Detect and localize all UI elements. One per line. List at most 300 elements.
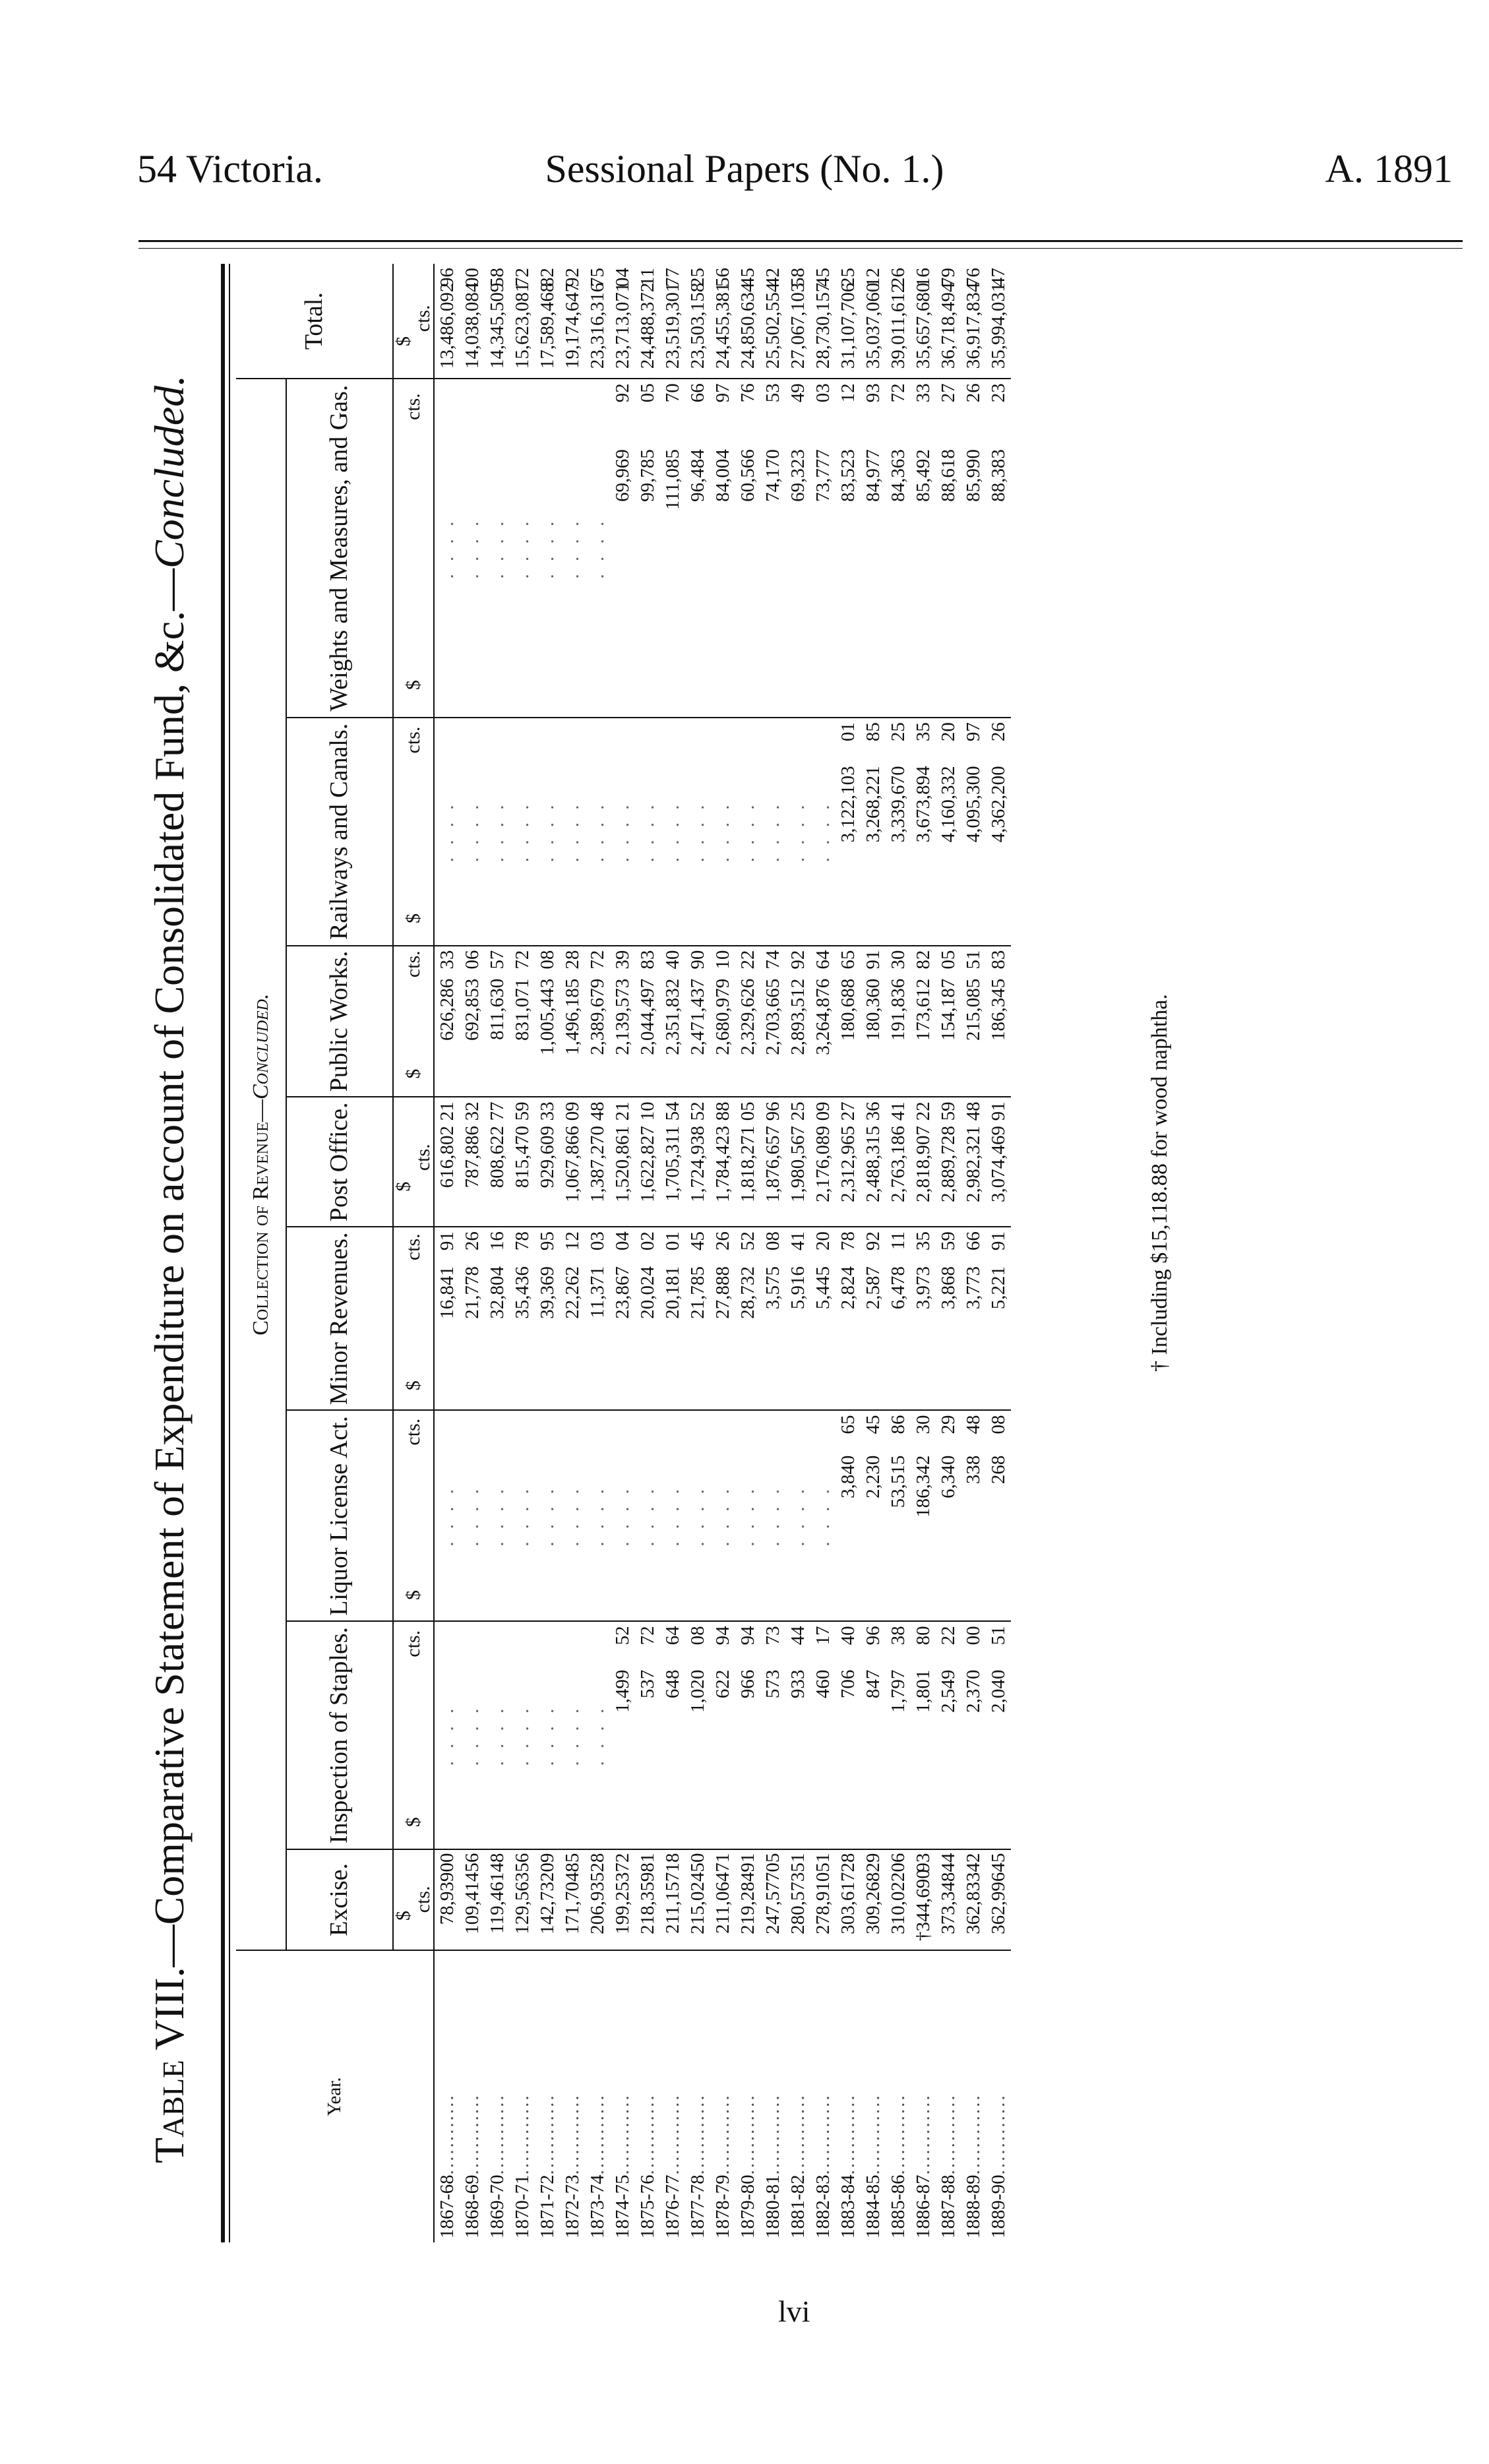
cell-weights: . . . . [585,379,610,718]
cents-value: 00 [962,1626,984,1646]
cents-value: 45 [862,1415,884,1434]
cents-value: 72 [511,268,533,287]
dollars-value: 2,982,321 [962,1125,984,1202]
dollars-value: 84,977 [862,449,884,502]
cents-value: 45 [987,1853,1009,1872]
cell-public-works [510,946,535,1097]
year-value: 1872-73 [561,2174,583,2238]
cents-value: 93 [912,1853,934,1872]
dollars-value: 39,011,612 [887,283,909,369]
cents-value: 72 [511,950,533,970]
year-cell [585,1950,610,2242]
dollars-value: 2,763,186 [887,1125,909,1202]
table-row [836,264,861,2242]
dollars-value: 280,573 [787,1872,808,1934]
cell-total [986,264,1011,379]
cents-unit: cts. [402,1233,424,1261]
dollars-value: 1,784,423 [712,1125,733,1202]
year-cell [986,1950,1011,2242]
dollars-value: 21,785 [686,1266,708,1319]
dollars-value: 22,262 [561,1266,583,1319]
cents-value: 56 [712,268,733,287]
dollars-value: 154,187 [937,978,959,1041]
cell-excise [560,1849,585,1950]
dollars-value: 1,067,866 [561,1125,583,1202]
dollars-value: 14,345,509 [486,282,508,369]
caption-suffix: Concluded. [146,375,193,569]
cell-post-office [785,1097,810,1227]
cents-value: 42 [962,1853,984,1872]
unit-row [393,264,434,2242]
header-year: A. 1891 [1325,147,1453,191]
leader-dots: ............ [987,2093,1009,2175]
year-cell [861,1950,886,2242]
cell-post-office [660,1097,685,1227]
cell-minor [986,1227,1011,1410]
cell-weights [785,379,810,718]
dollars-value: 2,230 [862,1455,884,1498]
dollars-value: 1,622,827 [636,1125,658,1202]
dollars-value: 191,836 [887,978,909,1041]
cents-value: 42 [762,268,783,287]
dollars-value: 2,351,832 [661,978,683,1055]
leader-dots: ............ [862,2093,884,2175]
unit-header-public-works [393,946,434,1097]
cents-value: 81 [636,1853,658,1872]
cell-excise [961,1849,986,1950]
cents-value: 96 [762,1101,783,1121]
cents-value: 64 [812,950,834,970]
leader-dots: ............ [561,2093,583,2175]
cents-value: 77 [661,268,683,287]
year-value: 1873-74 [586,2174,608,2238]
cents-value: 39 [611,950,633,970]
unit-header-post-office [393,1097,434,1227]
cell-excise [886,1849,911,1950]
cell-liquor: . . . . [434,1410,460,1621]
year-cell [685,1950,710,2242]
cell-liquor: . . . . [785,1410,810,1621]
cell-weights [836,379,861,718]
dollars-value: 831,071 [511,978,533,1041]
cents-value: 91 [436,1231,458,1251]
cents-value: 41 [887,1101,909,1121]
cell-public-works [986,946,1011,1097]
cell-weights: . . . . [535,379,560,718]
table-row [785,264,810,2242]
cents-unit: cts. [412,1886,434,1913]
cents-value: 26 [962,383,984,403]
cents-value: 92 [862,1231,884,1251]
cents-value: 20 [812,1231,834,1251]
cents-value: 40 [661,950,683,970]
cell-weights [936,379,961,718]
cell-total [760,264,785,379]
dollars-value: 186,342 [912,1455,934,1518]
cell-railways [986,718,1011,945]
group-header-suffix: Concluded. [248,993,273,1100]
dollars-value: 28,730,157 [812,282,834,369]
cell-public-works [460,946,485,1097]
table-row [585,264,610,2242]
cents-value: 26 [461,1231,483,1251]
cents-value: 91 [987,1231,1009,1251]
cell-weights [635,379,660,718]
cents-value: 94 [712,1626,733,1646]
cell-post-office [560,1097,585,1227]
dollars-value: 1,387,270 [586,1125,608,1202]
year-value: 1867-68 [436,2174,458,2238]
dollars-value: 84,363 [887,449,909,502]
cell-post-office [434,1097,460,1227]
leader-dots: ............ [762,2093,783,2175]
cell-minor [936,1227,961,1410]
cell-inspection [635,1621,660,1849]
cell-post-office [886,1097,911,1227]
dollars-value: 85,492 [912,449,934,502]
cell-railways: . . . . [485,718,510,945]
cents-value: 76 [962,268,984,287]
cell-minor [635,1227,660,1410]
cents-value: 17 [812,1626,834,1646]
table-row [460,264,485,2242]
cents-value: 45 [812,268,834,287]
cents-value: 91 [987,1101,1009,1121]
table-row [861,264,886,2242]
cell-railways: . . . . [785,718,810,945]
cents-value: 91 [737,1853,758,1872]
cents-value: 35 [912,722,934,742]
cell-public-works [485,946,510,1097]
dollars-value: 626,286 [436,978,458,1041]
cell-post-office [635,1097,660,1227]
cell-post-office [961,1097,986,1227]
dollars-value: 69,969 [611,449,633,502]
dollars-value: 180,360 [862,978,884,1041]
year-value: 1871-72 [536,2174,558,2238]
cents-value: 41 [787,1231,808,1251]
cell-minor [560,1227,585,1410]
cell-minor [485,1227,510,1410]
cell-minor [785,1227,810,1410]
dollar-unit: $ [402,680,424,691]
dollars-value: 23,519,301 [661,282,683,369]
cell-liquor: . . . . [810,1410,836,1621]
dollars-value: 173,612 [912,978,934,1041]
dollars-value: 84,004 [712,449,733,502]
dollars-value: 692,853 [461,978,483,1041]
dollars-value: 815,470 [511,1125,533,1188]
cell-minor [685,1227,710,1410]
cell-inspection: . . . . [585,1621,610,1849]
cell-post-office [535,1097,560,1227]
dollar-unit: $ [402,1380,424,1391]
dollars-value: 2,818,907 [912,1125,934,1202]
total-header: Total. [236,264,393,379]
unit-header-liquor [393,1410,434,1621]
cents-value: 25 [837,268,859,287]
dollars-value: 3,673,894 [912,766,934,843]
cell-liquor: . . . . [735,1410,760,1621]
dollars-value: 1,020 [686,1669,708,1713]
dollars-value: 31,107,706 [837,282,859,369]
year-value: 1875-76 [636,2174,658,2238]
cell-total [434,264,460,379]
cell-inspection [685,1621,710,1849]
cell-weights: . . . . [460,379,485,718]
cell-total [836,264,861,379]
cents-value: 83 [987,950,1009,970]
cents-value: 47 [987,268,1009,287]
leader-dots: ............ [712,2093,733,2175]
weights-header: Weights and Measures, and Gas. [286,379,393,718]
cell-minor [434,1227,460,1410]
cents-value: 11 [887,1231,909,1250]
cell-railways: . . . . [610,718,635,945]
cents-value: 28 [561,950,583,970]
dollars-value: 5,445 [812,1266,834,1310]
cell-liquor [961,1410,986,1621]
cell-liquor: . . . . [635,1410,660,1621]
dollars-value: 20,181 [661,1266,683,1319]
cents-value: 48 [486,1853,508,1872]
table-row [635,264,660,2242]
cell-post-office [460,1097,485,1227]
cents-value: 02 [636,1231,658,1251]
cell-post-office [986,1097,1011,1227]
cell-weights [760,379,785,718]
cell-railways: . . . . [560,718,585,945]
cents-value: 48 [962,1101,984,1121]
year-value: 1877-78 [686,2174,708,2238]
dollars-value: 310,022 [887,1872,909,1934]
dollars-value: 23,503,158 [686,282,708,369]
cell-excise [785,1849,810,1950]
cents-value: 48 [586,1101,608,1121]
cell-inspection [861,1621,886,1849]
cell-excise [635,1849,660,1950]
cents-value: 05 [636,383,658,403]
cents-value: 35 [912,1231,934,1251]
cents-value: 54 [661,1101,683,1121]
cell-public-works [660,946,685,1097]
cell-inspection [911,1621,936,1849]
cents-value: 16 [486,1231,508,1251]
cell-excise [810,1849,836,1950]
dollars-value: 1,797 [887,1669,909,1713]
dollars-value: 2,329,626 [737,978,758,1055]
cents-value: 72 [611,1853,633,1872]
cell-inspection [710,1621,735,1849]
year-cell [760,1950,785,2242]
cell-inspection: . . . . [535,1621,560,1849]
cell-liquor [836,1410,861,1621]
dollars-value: 3,074,469 [987,1125,1009,1202]
dollars-value: 2,680,979 [712,978,733,1055]
cell-railways: . . . . [585,718,610,945]
cents-value: 52 [737,1231,758,1251]
dollars-value: 2,044,497 [636,978,658,1055]
dollars-value: 35,657,680 [912,282,934,369]
cents-value: 30 [912,1415,934,1434]
table-frame-rule [221,264,225,2242]
year-cell [510,1950,535,2242]
year-value: 1883-84 [837,2174,859,2238]
dollars-value: 1,724,938 [686,1125,708,1202]
cents-value: 85 [561,1853,583,1872]
cents-value: 52 [611,1626,633,1646]
cents-value: 27 [837,1101,859,1121]
year-header: Year. [236,1950,434,2242]
year-cell [710,1950,735,2242]
group-header-text: Collection of Revenue— [248,1099,273,1336]
dollars-value: 83,523 [837,449,859,502]
cell-weights [810,379,836,718]
dollars-value: 808,622 [486,1125,508,1188]
dollars-value: 27,888 [712,1266,733,1319]
cell-liquor: . . . . [710,1410,735,1621]
dollars-value: 111,085 [661,449,683,510]
cents-value: 22 [737,950,758,970]
dollars-value: 622 [712,1669,733,1699]
cell-minor [660,1227,685,1410]
table-row [685,264,710,2242]
leader-dots: ............ [586,2093,608,2175]
year-cell [911,1950,936,2242]
cell-total [936,264,961,379]
cell-weights: . . . . [485,379,510,718]
cell-total [886,264,911,379]
table-row [936,264,961,2242]
cents-value: 10 [636,1101,658,1121]
cell-excise [936,1849,961,1950]
leader-dots: ............ [937,2093,959,2175]
cents-value: 29 [862,1853,884,1872]
cell-liquor: . . . . [560,1410,585,1621]
cents-unit: cts. [402,393,424,421]
cents-value: 76 [737,383,758,403]
dollars-value: 537 [636,1669,658,1699]
cell-post-office [836,1097,861,1227]
cents-value: 95 [536,1231,558,1251]
cell-liquor: . . . . [760,1410,785,1621]
cents-value: 56 [461,1853,483,1872]
cell-inspection [760,1621,785,1849]
cell-public-works [886,946,911,1097]
cents-value: 33 [436,950,458,970]
cents-value: 26 [987,722,1009,742]
cell-inspection [785,1621,810,1849]
year-value: 1887-88 [937,2174,959,2238]
cents-value: 49 [787,383,808,403]
dollars-value: 23,713,071 [611,282,633,369]
cell-minor [861,1227,886,1410]
dollars-value: 206,935 [586,1872,608,1934]
cell-public-works [936,946,961,1097]
cell-total [485,264,510,379]
cell-railways: . . . . [710,718,735,945]
leader-dots: ............ [962,2093,984,2175]
cell-post-office [585,1097,610,1227]
table-row [560,264,585,2242]
year-cell [785,1950,810,2242]
cell-inspection: . . . . [510,1621,535,1849]
dollars-value: 933 [787,1669,808,1699]
cell-total [660,264,685,379]
leader-dots: ............ [737,2093,758,2175]
cents-value: 88 [712,1101,733,1121]
dollars-value: 27,067,103 [787,282,808,369]
cell-minor [460,1227,485,1410]
leader-dots: ............ [686,2093,708,2175]
cents-value: 08 [762,1231,783,1251]
cell-excise [485,1849,510,1950]
year-cell [810,1950,836,2242]
cell-post-office [760,1097,785,1227]
cell-post-office [735,1097,760,1227]
cents-value: 92 [561,268,583,287]
page-number: lvi [778,2295,810,2328]
dollars-value: 1,818,271 [737,1125,758,1202]
cell-total [735,264,760,379]
dollars-value: 362,833 [962,1872,984,1934]
dollars-value: 5,916 [787,1266,808,1310]
caption-main: —Comparative Statement of Expenditure on account of Consolidated Fund, &c.— [146,568,193,1967]
header-rule [138,240,1463,242]
cents-value: 04 [611,268,633,287]
cents-value: 06 [887,1853,909,1872]
cents-value: 09 [561,1101,583,1121]
cents-value: 72 [636,1626,658,1646]
cell-railways: . . . . [510,718,535,945]
dollar-unit: $ [392,336,414,346]
cell-railways [911,718,936,945]
cell-public-works [861,946,886,1097]
cell-weights [610,379,635,718]
cents-value: 71 [712,1853,733,1872]
cents-value: 08 [536,950,558,970]
cents-value: 53 [762,383,783,403]
cell-total [710,264,735,379]
leader-dots: ............ [436,2093,458,2175]
cents-value: 06 [461,950,483,970]
cell-total [685,264,710,379]
dollars-value: 2,370 [962,1669,984,1713]
dollars-value: 1,801 [912,1669,934,1713]
cents-value: 86 [887,1415,909,1434]
dollars-value: 278,910 [812,1872,834,1934]
dollars-value: 211,064 [712,1872,733,1934]
cents-value: 91 [862,950,884,970]
cell-post-office [936,1097,961,1227]
cents-value: 26 [712,1231,733,1251]
cents-value: 09 [812,1101,834,1121]
cents-unit: cts. [412,1144,434,1171]
cell-post-office [610,1097,635,1227]
cents-value: 32 [461,1101,483,1121]
dollars-value: 247,577 [762,1872,783,1934]
cell-post-office [685,1097,710,1227]
cents-value: 74 [762,950,783,970]
cents-value: 33 [536,1101,558,1121]
cell-weights [660,379,685,718]
cents-value: 00 [436,1853,458,1872]
cents-unit: cts. [402,950,424,978]
leader-dots: ............ [887,2093,909,2175]
dollars-value: 338 [962,1455,984,1485]
cell-inspection [886,1621,911,1849]
dollars-value: 309,268 [862,1872,884,1934]
